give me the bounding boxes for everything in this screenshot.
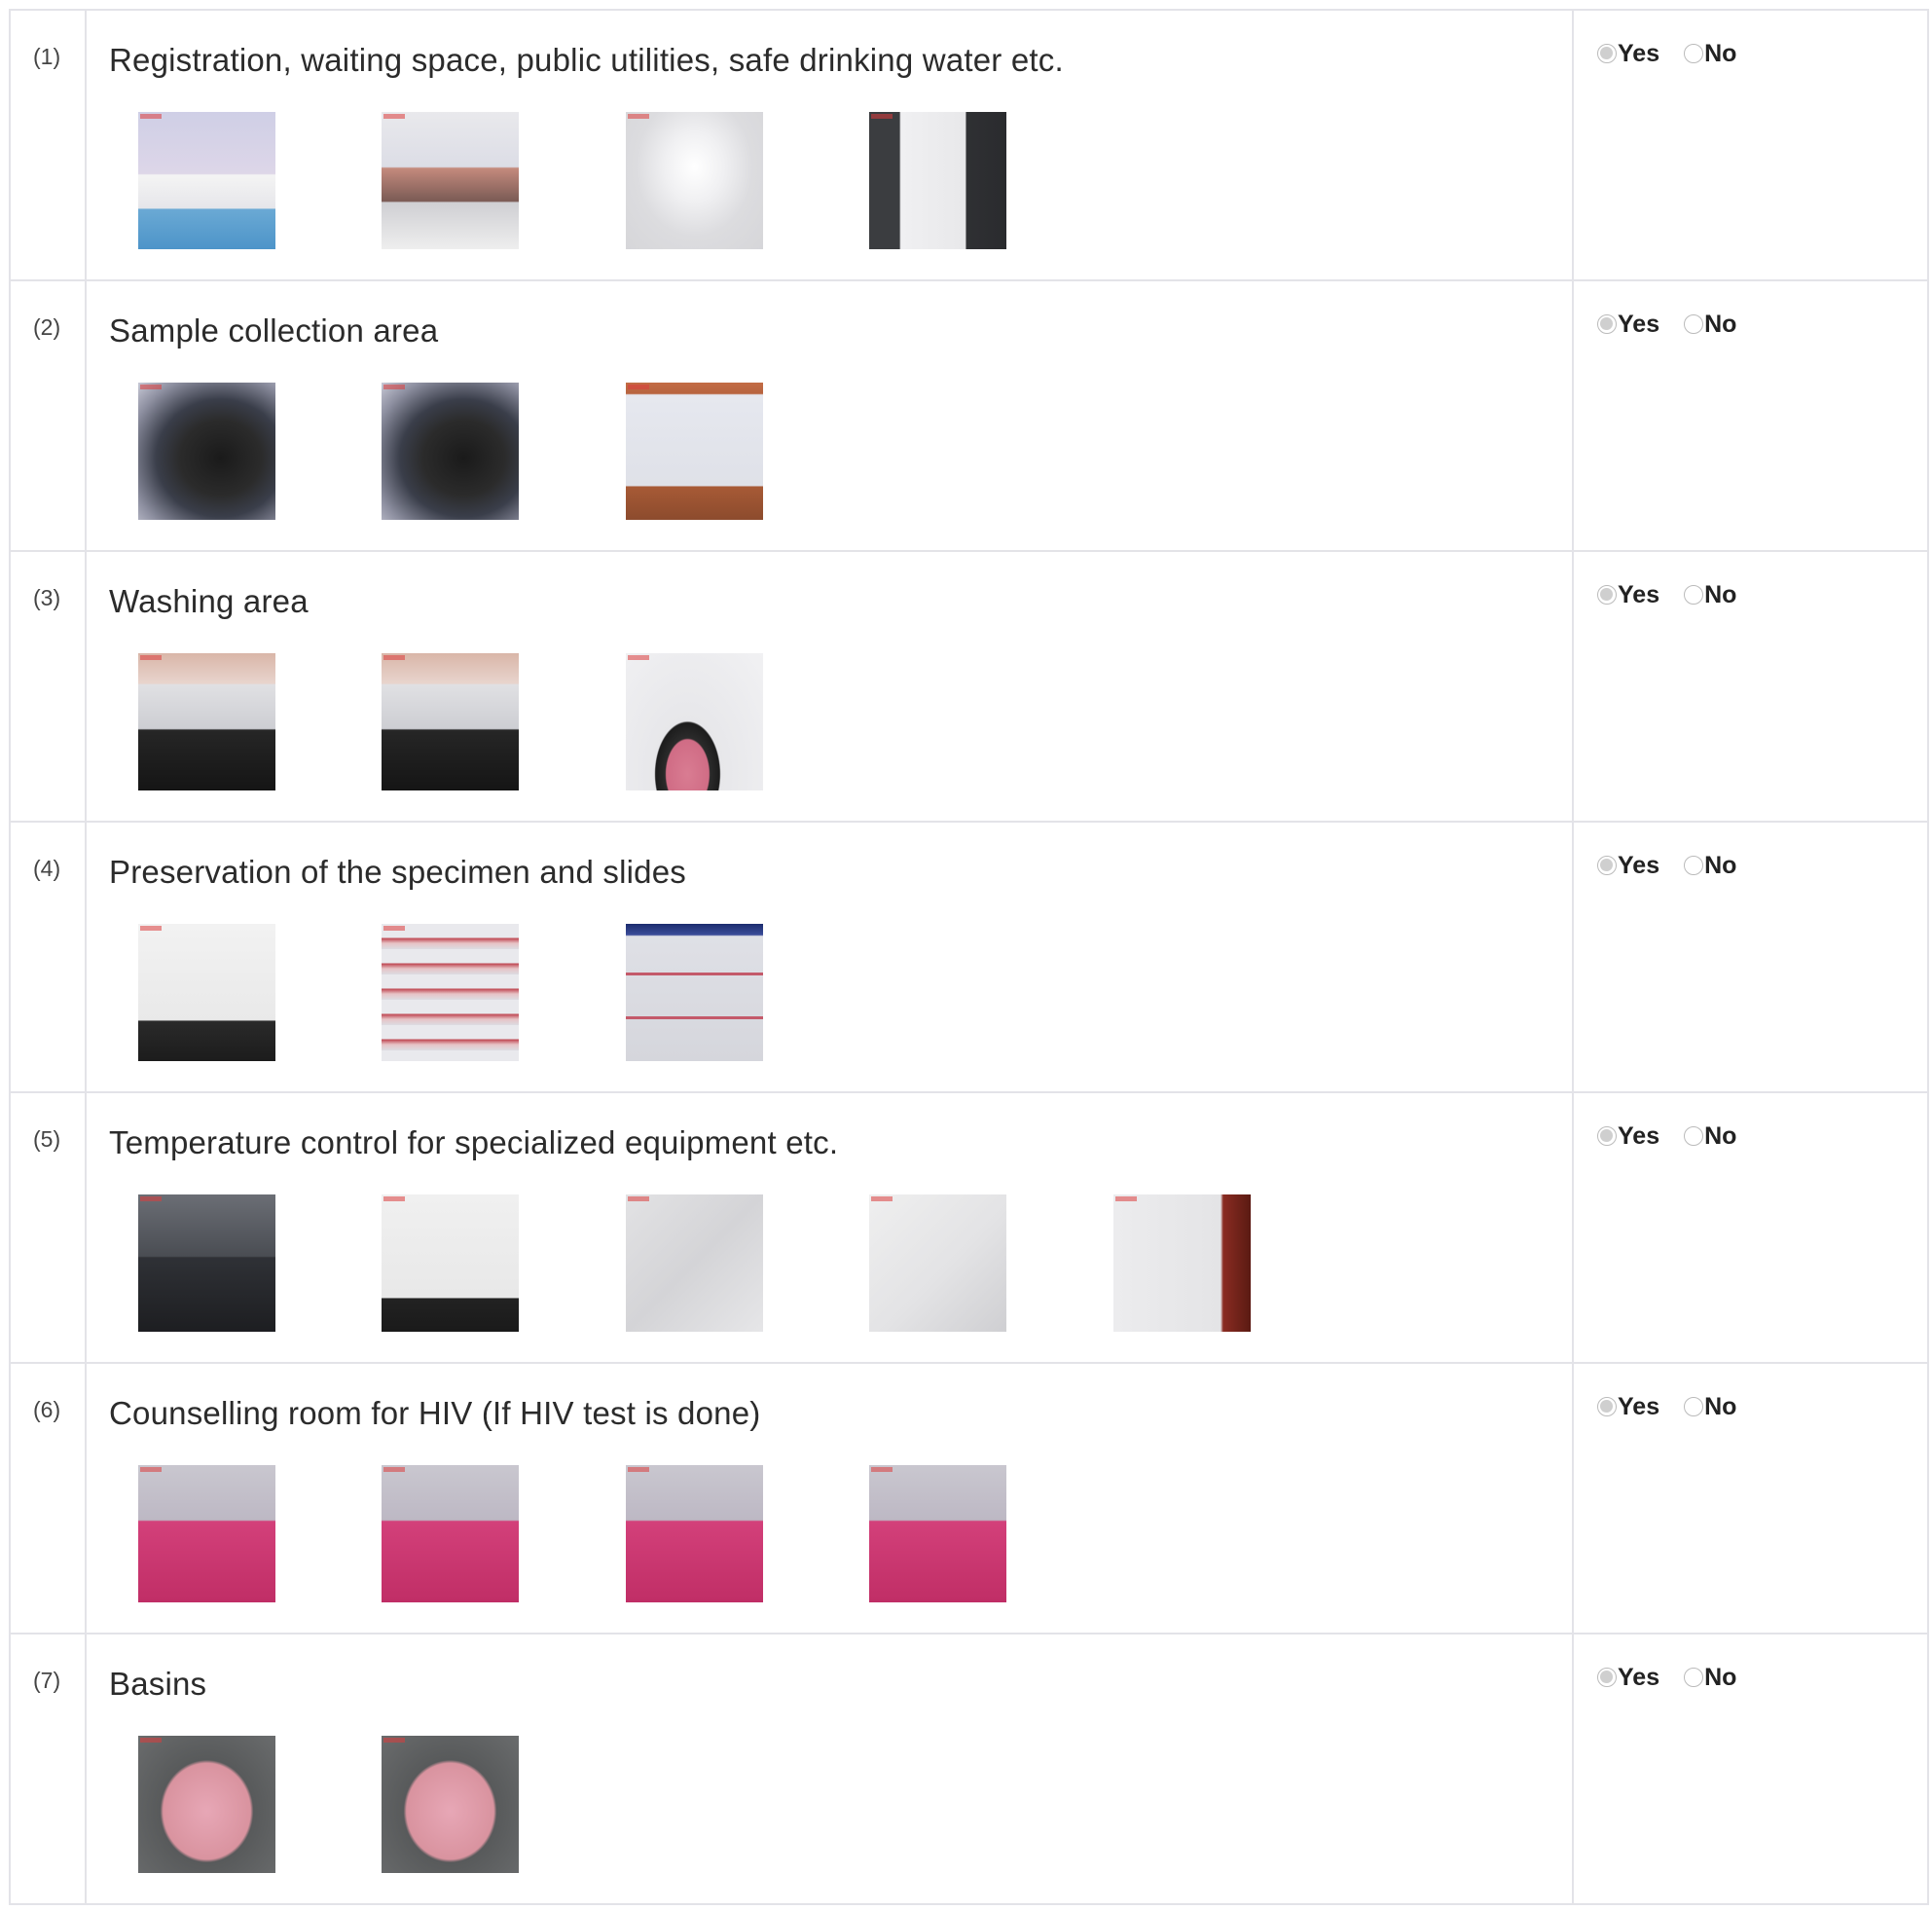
table-row: [10, 10, 1928, 280]
table-row: [10, 1634, 1928, 1904]
temperature-chart-photo[interactable]: [626, 1194, 763, 1332]
yes-radio[interactable]: Yes: [1597, 581, 1659, 609]
row-title: Counselling room for HIV (If HIV test is done): [109, 1395, 761, 1431]
yes-no-radio-group: [1597, 581, 1927, 609]
row-title: Basins: [109, 1666, 207, 1702]
row-number: (4): [33, 856, 61, 881]
no-radio[interactable]: No: [1684, 581, 1736, 609]
thermometer-wall-photo[interactable]: [869, 1194, 1006, 1332]
counselling-room-photo[interactable]: [869, 1465, 1006, 1602]
photo-gallery: [138, 1736, 1572, 1873]
radio-empty-icon: [1684, 856, 1703, 875]
row-title: Temperature control for specialized equipment etc.: [109, 1124, 839, 1160]
row-title: Sample collection area: [109, 312, 439, 349]
no-radio[interactable]: No: [1684, 1664, 1736, 1692]
row-title: Preservation of the specimen and slides: [109, 854, 686, 890]
row-number: (1): [33, 44, 61, 69]
table-row: [10, 280, 1928, 551]
photo-gallery: [138, 1194, 1572, 1332]
counselling-room-photo[interactable]: [138, 1465, 275, 1602]
washing-sink-photo[interactable]: [382, 653, 519, 790]
photo-gallery: [138, 653, 1572, 790]
specimen-fridge-photo[interactable]: [626, 924, 763, 1061]
no-radio[interactable]: No: [1684, 1122, 1736, 1151]
radio-selected-icon: [1597, 1397, 1617, 1416]
radio-empty-icon: [1684, 585, 1703, 605]
counselling-room-photo[interactable]: [626, 1465, 763, 1602]
no-radio[interactable]: No: [1684, 311, 1736, 339]
temperature-chart-photo[interactable]: [382, 1194, 519, 1332]
yes-no-radio-group: [1597, 852, 1927, 880]
photo-gallery: [138, 112, 1572, 249]
water-purifier-photo[interactable]: [626, 112, 763, 249]
table-row: [10, 1363, 1928, 1634]
collection-chair-photo[interactable]: [382, 383, 519, 520]
yes-radio[interactable]: Yes: [1597, 852, 1659, 880]
reception-desk-photo[interactable]: [138, 112, 275, 249]
log-sheet-photo[interactable]: [138, 924, 275, 1061]
radio-empty-icon: [1684, 1126, 1703, 1146]
waiting-area-photo[interactable]: [382, 112, 519, 249]
no-radio[interactable]: No: [1684, 1393, 1736, 1421]
thermometer-wall-photo[interactable]: [1113, 1194, 1251, 1332]
no-radio[interactable]: No: [1684, 40, 1736, 68]
radio-empty-icon: [1684, 44, 1703, 63]
yes-radio[interactable]: Yes: [1597, 311, 1659, 339]
yes-radio[interactable]: Yes: [1597, 40, 1659, 68]
table-row: [10, 1092, 1928, 1363]
row-number: (7): [33, 1668, 61, 1693]
row-title: Registration, waiting space, public utilities, safe drinking water etc.: [109, 42, 1064, 78]
photo-gallery: [138, 1465, 1572, 1602]
basin-photo[interactable]: [382, 1736, 519, 1873]
row-number: (5): [33, 1126, 61, 1152]
washing-counter-photo[interactable]: [626, 653, 763, 790]
radio-selected-icon: [1597, 585, 1617, 605]
collection-chair-photo[interactable]: [138, 383, 275, 520]
radio-empty-icon: [1684, 1397, 1703, 1416]
radio-selected-icon: [1597, 44, 1617, 63]
refrigerator-photo[interactable]: [138, 1194, 275, 1332]
yes-no-radio-group: [1597, 40, 1927, 68]
photo-gallery: [138, 383, 1572, 520]
radio-selected-icon: [1597, 314, 1617, 334]
row-number: (6): [33, 1397, 61, 1422]
specimen-fridge-photo[interactable]: [382, 924, 519, 1061]
yes-radio[interactable]: Yes: [1597, 1122, 1659, 1151]
radio-empty-icon: [1684, 314, 1703, 334]
toilet-door-photo[interactable]: [869, 112, 1006, 249]
row-number: (3): [33, 585, 61, 610]
notice-board-photo[interactable]: [626, 383, 763, 520]
table-row: [10, 822, 1928, 1092]
table-row: [10, 551, 1928, 822]
photo-gallery: [138, 924, 1572, 1061]
radio-selected-icon: [1597, 1126, 1617, 1146]
washing-sink-photo[interactable]: [138, 653, 275, 790]
basin-photo[interactable]: [138, 1736, 275, 1873]
yes-no-radio-group: [1597, 1122, 1927, 1151]
yes-no-radio-group: [1597, 1393, 1927, 1421]
no-radio[interactable]: No: [1684, 852, 1736, 880]
counselling-room-photo[interactable]: [382, 1465, 519, 1602]
radio-selected-icon: [1597, 1668, 1617, 1687]
radio-selected-icon: [1597, 856, 1617, 875]
checklist-table: [9, 9, 1929, 1905]
radio-empty-icon: [1684, 1668, 1703, 1687]
yes-radio[interactable]: Yes: [1597, 1664, 1659, 1692]
row-number: (2): [33, 314, 61, 340]
yes-radio[interactable]: Yes: [1597, 1393, 1659, 1421]
yes-no-radio-group: [1597, 1664, 1927, 1692]
yes-no-radio-group: [1597, 311, 1927, 339]
row-title: Washing area: [109, 583, 309, 619]
